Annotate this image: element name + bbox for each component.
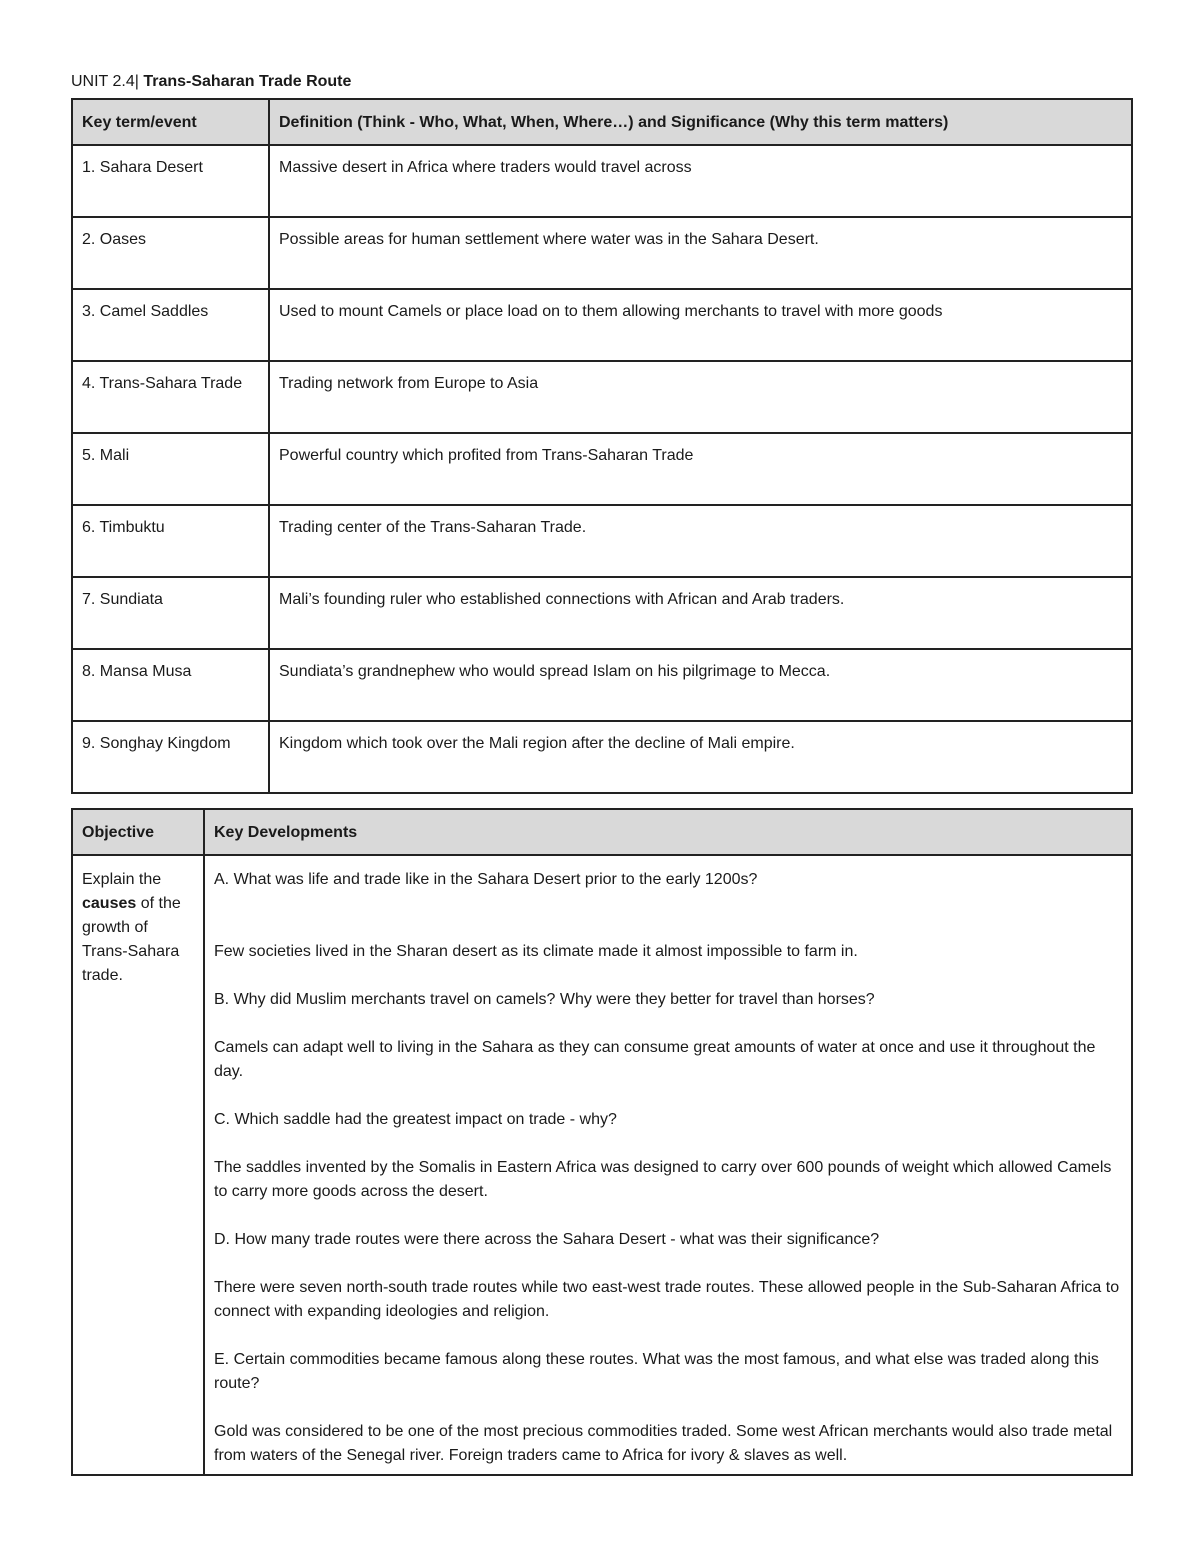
answer-e: Gold was considered to be one of the most precious commodities traded. Some west African merchants would also trade metal from waters of the Senegal river. Foreign traders came to Africa for ivory & slaves as well. xyxy=(214,1423,1113,1464)
question-e: E. Certain commodities became famous along these routes. What was the most famous, and what else was traded along this route? xyxy=(214,1351,1099,1392)
developments-cell xyxy=(204,855,1132,1475)
table-row xyxy=(72,721,1132,793)
title-separator: | xyxy=(134,73,139,90)
header-key-developments: Key Developments xyxy=(204,809,1132,855)
definition-cell: Trading center of the Trans-Saharan Trade. xyxy=(269,505,1132,577)
unit-number: UNIT 2.4 xyxy=(71,73,135,90)
answer-a: Few societies lived in the Sharan desert as its climate made it almost impossible to farm in. xyxy=(214,943,858,960)
page-title xyxy=(71,72,351,92)
header-definition: Definition (Think - Who, What, When, Where…) and Significance (Why this term matters) xyxy=(269,99,1132,145)
term-cell: 4. Trans-Sahara Trade xyxy=(72,361,269,433)
answer-c: The saddles invented by the Somalis in Eastern Africa was designed to carry over 600 pounds of weight which allowed Camels to carry more goods across the desert. xyxy=(214,1159,1112,1200)
answer-d: There were seven north-south trade routes while two east-west trade routes. These allowed people in the Sub-Saharan Africa to connect with expanding ideologies and religion. xyxy=(214,1279,1120,1320)
unit-topic: Trans-Saharan Trade Route xyxy=(143,73,352,90)
objective-text-bold: causes xyxy=(82,895,137,912)
table-row xyxy=(72,145,1132,217)
definition-cell: Used to mount Camels or place load on to them allowing merchants to travel with more goods xyxy=(269,289,1132,361)
term-cell: 2. Oases xyxy=(72,217,269,289)
definition-cell: Trading network from Europe to Asia xyxy=(269,361,1132,433)
table-row xyxy=(72,361,1132,433)
question-c: C. Which saddle had the greatest impact on trade - why? xyxy=(214,1111,617,1128)
table-row xyxy=(72,217,1132,289)
objective-text-before: Explain the xyxy=(82,871,162,888)
table-header-row xyxy=(72,99,1132,145)
table-header-row xyxy=(72,809,1132,855)
question-a: A. What was life and trade like in the Sahara Desert prior to the early 1200s? xyxy=(214,871,758,888)
table-row xyxy=(72,577,1132,649)
table-row xyxy=(72,855,1132,1475)
question-b: B. Why did Muslim merchants travel on camels? Why were they better for travel than horses? xyxy=(214,991,875,1008)
header-objective: Objective xyxy=(72,809,204,855)
objective-cell xyxy=(72,855,204,1475)
objective-table xyxy=(71,808,1133,1476)
definition-cell: Possible areas for human settlement where water was in the Sahara Desert. xyxy=(269,217,1132,289)
table-row xyxy=(72,505,1132,577)
objective-text-after: of the growth of Trans-Sahara trade. xyxy=(82,895,181,984)
definition-cell: Mali’s founding ruler who established connections with African and Arab traders. xyxy=(269,577,1132,649)
question-d: D. How many trade routes were there across the Sahara Desert - what was their significance? xyxy=(214,1231,880,1248)
table-row xyxy=(72,433,1132,505)
term-cell: 8. Mansa Musa xyxy=(72,649,269,721)
term-cell: 5. Mali xyxy=(72,433,269,505)
key-terms-table xyxy=(71,98,1133,794)
term-cell: 1. Sahara Desert xyxy=(72,145,269,217)
definition-cell: Kingdom which took over the Mali region after the decline of Mali empire. xyxy=(269,721,1132,793)
term-cell: 3. Camel Saddles xyxy=(72,289,269,361)
header-key-term: Key term/event xyxy=(72,99,269,145)
definition-cell: Massive desert in Africa where traders would travel across xyxy=(269,145,1132,217)
definition-cell: Sundiata’s grandnephew who would spread Islam on his pilgrimage to Mecca. xyxy=(269,649,1132,721)
term-cell: 9. Songhay Kingdom xyxy=(72,721,269,793)
table-row xyxy=(72,289,1132,361)
table-row xyxy=(72,649,1132,721)
answer-b: Camels can adapt well to living in the Sahara as they can consume great amounts of water at once and use it throughout the day. xyxy=(214,1039,1096,1080)
definition-cell: Powerful country which profited from Trans-Saharan Trade xyxy=(269,433,1132,505)
term-cell: 7. Sundiata xyxy=(72,577,269,649)
term-cell: 6. Timbuktu xyxy=(72,505,269,577)
